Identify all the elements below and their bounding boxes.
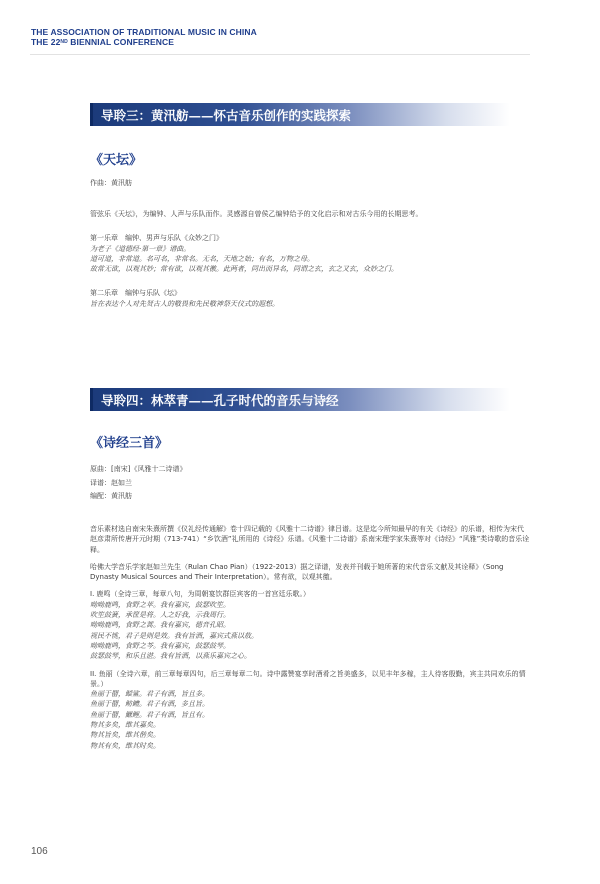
work-title-shijing: 《诗经三首》 (90, 436, 169, 451)
section-heading-4: 导聆四：林萃青——孔子时代的音乐与诗经 (101, 392, 339, 408)
song-1-line: 视民不恌，君子是则是效。我有旨酒，嘉宾式燕以敖。 (90, 631, 258, 640)
header-line-2-post: BIENNIAL CONFERENCE (67, 37, 175, 47)
page-number: 106 (31, 846, 48, 857)
movement-1-line: 道可道，非常道。名可名，非常名。无名，天地之始；有名，万物之母。 (90, 254, 314, 263)
credit-line: 作曲：黄汛舫 (90, 179, 132, 187)
section-heading-bar-4 (90, 388, 510, 411)
section3-body (90, 209, 530, 309)
section3-credits (90, 178, 530, 188)
song-2-line: 物其有矣，维其时矣。 (90, 741, 160, 750)
song-1-line: 呦呦鹿鸣，食野之苹。我有嘉宾，鼓瑟吹笙。 (90, 600, 230, 609)
section4-credits (90, 463, 530, 504)
song-2-line: 鱼丽于罶，鲂鳢。君子有酒，多且旨。 (90, 700, 209, 709)
credit-line: 编配：黄汛舫 (90, 492, 132, 500)
header-line-2-pre: THE 22 (31, 37, 61, 47)
song-1-line: 呦呦鹿鸣，食野之芩。我有嘉宾，鼓瑟鼓琴。 (90, 641, 230, 650)
song-2-line: 物其多矣，维其嘉矣。 (90, 721, 160, 730)
translation-paragraph: 哈佛大学音乐学家赵如兰先生（Rulan Chao Pian）（1922-2013）据之译谱，发表并刊载于她所著的宋代音乐文献及其诠释》（Song Dynasty Musical Sources and Their Interpretation）。常有欲，以观其徼。 (90, 562, 504, 582)
header-divider (30, 54, 530, 55)
header-line-2-sup: ND (60, 39, 68, 45)
section-heading-bar-3 (90, 103, 510, 126)
movement-1-title: 第一乐章 编钟、男声与乐队《众妙之门》 (90, 234, 223, 243)
background-paragraph: 音乐素材选自南宋朱熹所撰《仪礼经传通解》卷十四记载的《风雅十二诗谱》律吕谱。这是迄今所知最早的有关《诗经》的乐谱，相传为宋代赵彦肃所传唐开元时期（713-741）“乡饮酒”礼所用的《诗经》乐谱。《风雅十二诗谱》系南宋理学家朱熹等对《诗经》“风雅”类诗歌的音乐诠释。 (90, 525, 530, 554)
song-1-line: 呦呦鹿鸣，食野之蒿。我有嘉宾，德音孔昭。 (90, 621, 230, 630)
song-2-line: 鱼丽于罶，鲿鲨。君子有酒，旨且多。 (90, 690, 209, 699)
header-line-1: THE ASSOCIATION OF TRADITIONAL MUSIC IN CHINA (31, 27, 257, 37)
header-line-2 (31, 37, 257, 47)
section-heading-3: 导聆三：黄汛舫——怀古音乐创作的实践探索 (101, 107, 352, 123)
song-1-line: 吹笙鼓簧，承筐是将。人之好我，示我周行。 (90, 611, 230, 620)
song-1-line: 鼓瑟鼓琴，和乐且湛。我有旨酒，以燕乐嘉宾之心。 (90, 652, 251, 661)
movement-2-title: 第二乐章 编钟与乐队《坛》 (90, 289, 181, 298)
conference-header (31, 27, 257, 47)
song-2-line: 物其旨矣，维其偕矣。 (90, 731, 160, 740)
work-title-tiantan: 《天坛》 (90, 153, 143, 168)
movement-2-line: 旨在表达个人对先贤古人的敬畏和先民敬神祭天仪式的遐想。 (90, 299, 279, 308)
movement-1-line: 故常无欲，以观其妙；常有欲，以观其徼。此两者，同出而异名，同谓之玄，玄之又玄，众妙之门。 (90, 265, 398, 274)
credit-line: 原曲：[南宋]《风雅十二诗谱》 (90, 465, 187, 473)
credit-line: 译谱：赵如兰 (90, 478, 132, 487)
intro-paragraph: 管弦乐《天坛》，为编钟、人声与乐队而作。灵感源自曾侯乙编钟给予的文化启示和对古乐今用的长期思考。 (90, 210, 423, 218)
movement-1-line: 为老子《道德经·第一章》谱曲。 (90, 244, 191, 253)
song-2-title: II. 鱼丽（全诗六章，前三章每章四句，后三章每章二句。诗中露赞宴享时酒肴之旨美盛多，以见丰年多稼，主人待客殷勤，宾主共同欢乐的情景。） (90, 669, 526, 688)
song-1-title: I. 鹿鸣（全诗三章，每章八句，为周朝宴饮群臣宾客的一首宫廷乐歌。） (90, 590, 311, 599)
section4-body (90, 524, 530, 751)
song-2-line: 鱼丽于罶，鰋鲤。君子有酒，旨且有。 (90, 710, 209, 719)
